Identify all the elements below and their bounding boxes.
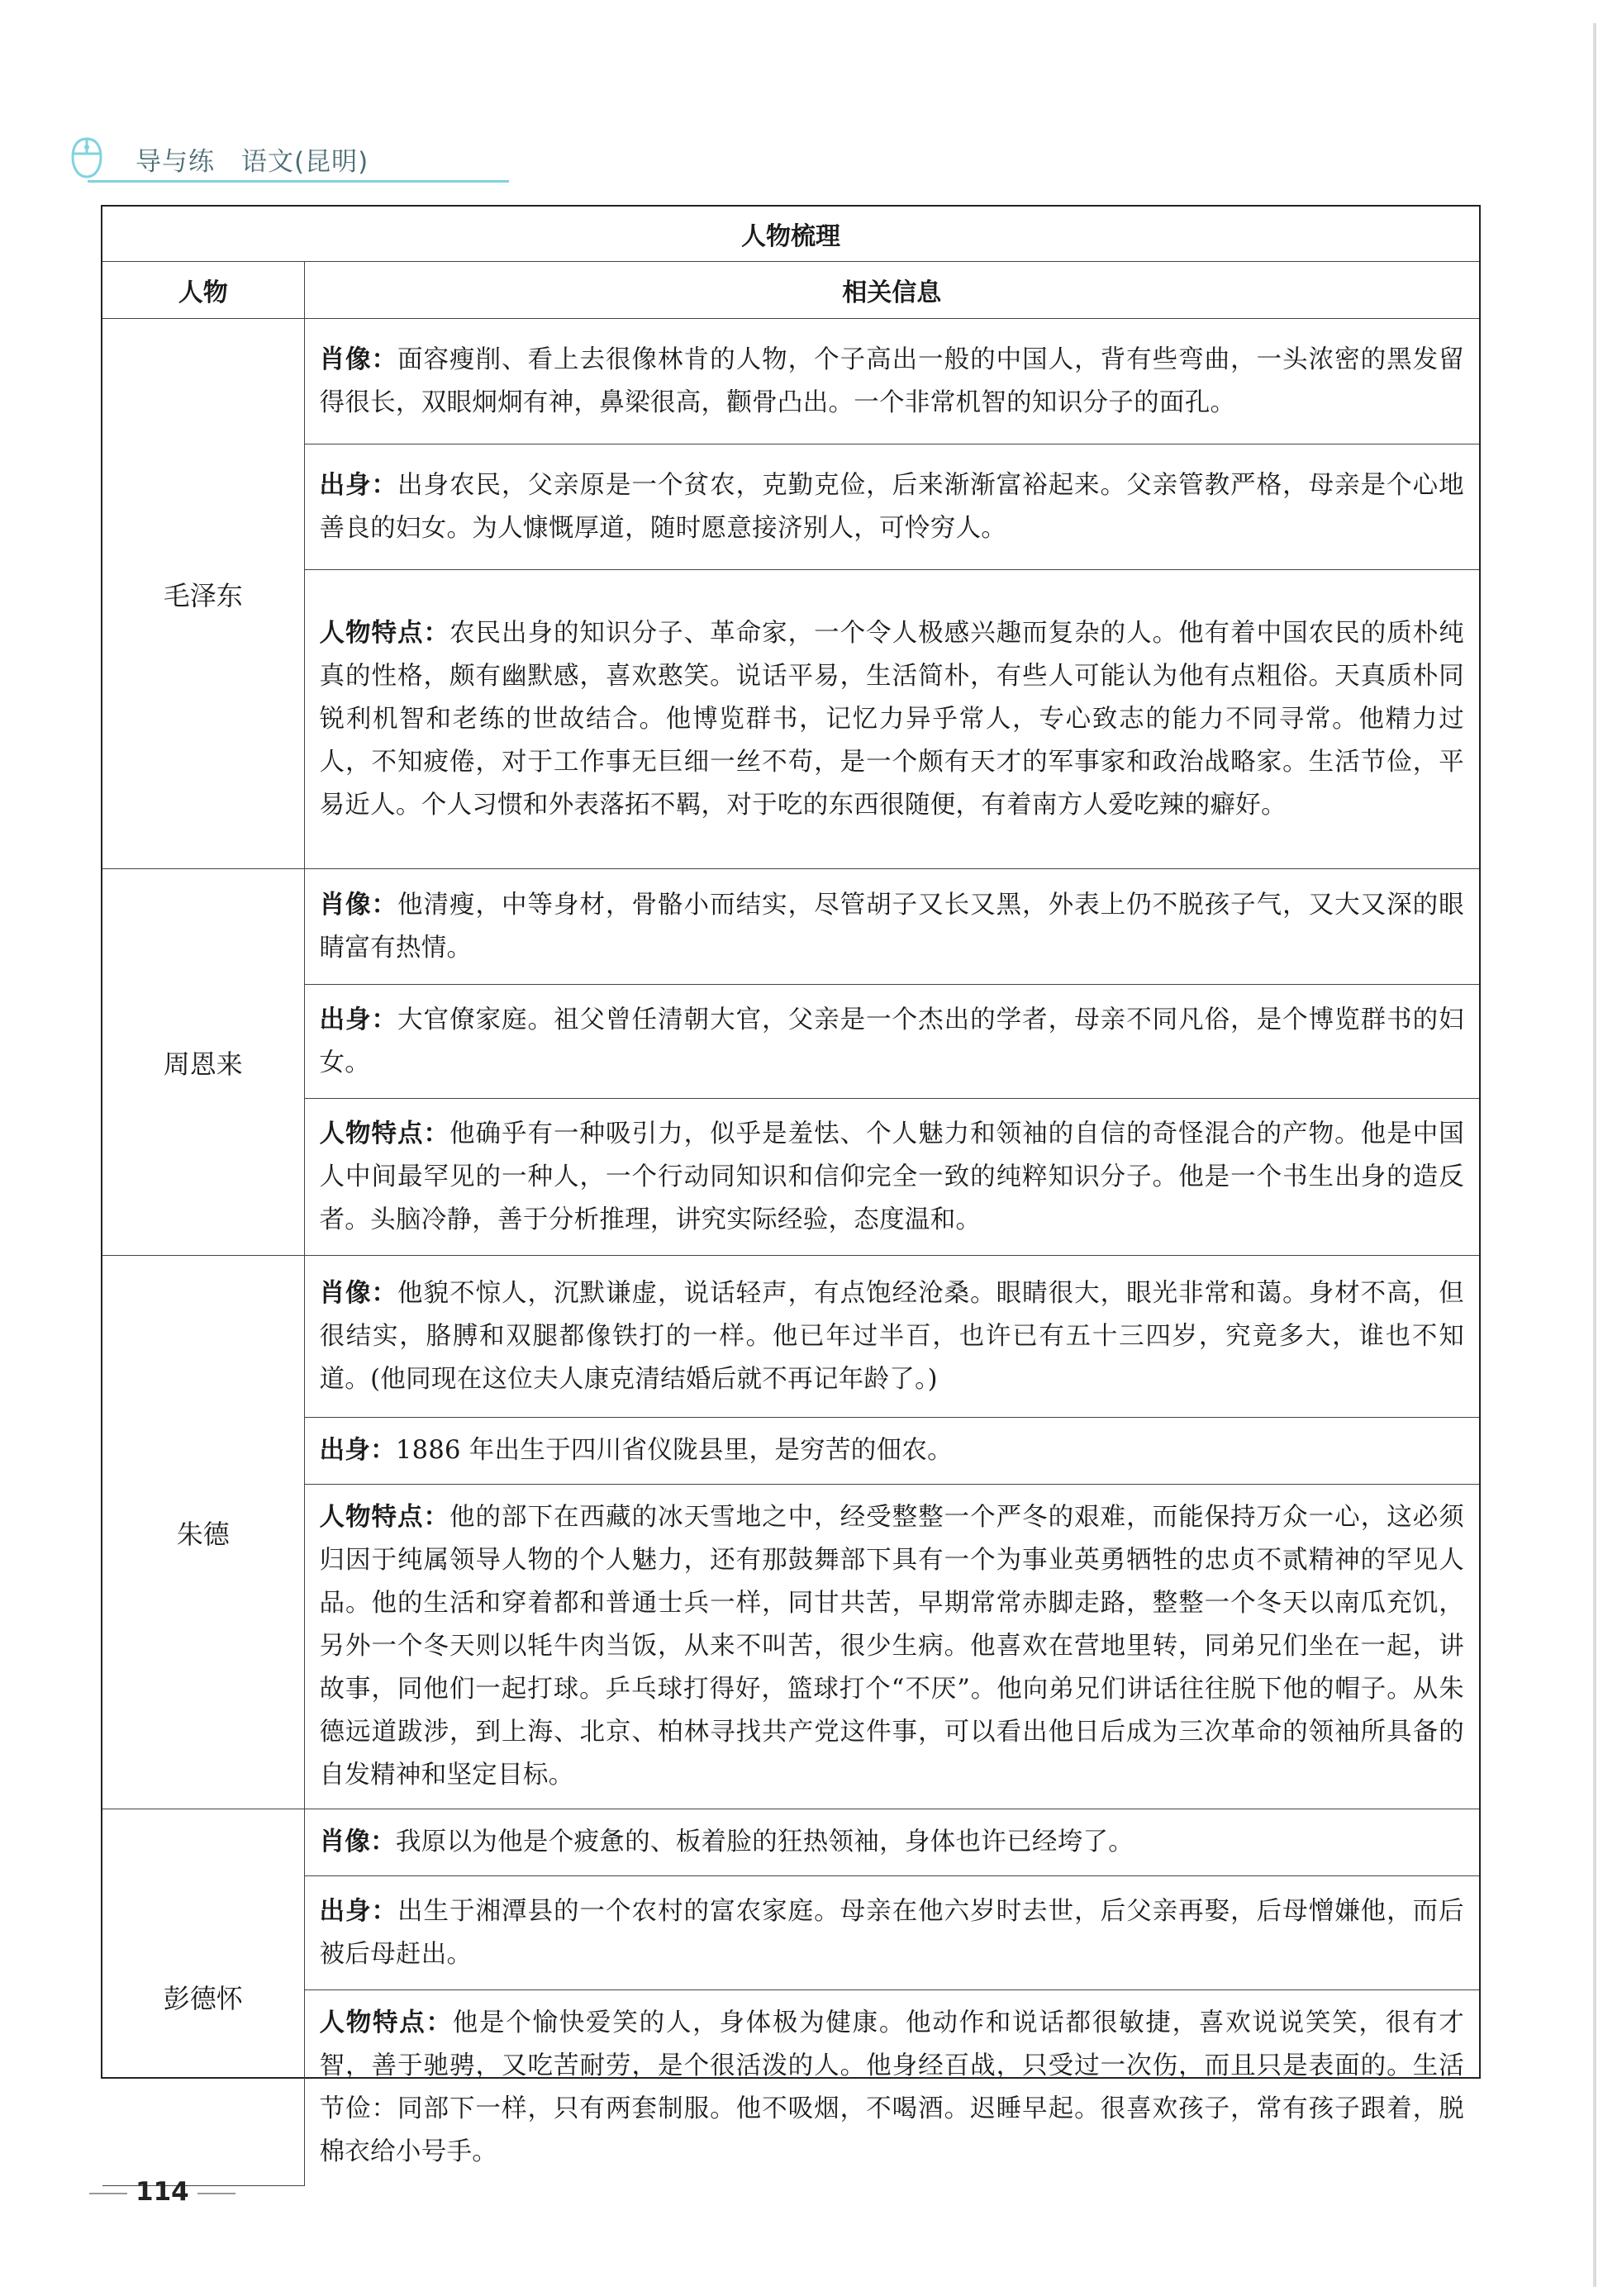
- table-row: [102, 1990, 1479, 2186]
- info-text: 1886 年出生于四川省仪陇县里，是穷苦的佃农。: [395, 1436, 953, 1465]
- info-origin: [304, 444, 1479, 570]
- table-row: [102, 1418, 1479, 1485]
- info-traits: [304, 1990, 1479, 2186]
- person-name: 朱德: [102, 1256, 304, 1809]
- person-name: 彭德怀: [102, 1809, 304, 2186]
- info-text: 出生于湘潭县的一个农村的富农家庭。母亲在他六岁时去世，后父亲再娶，后母憎嫌他，而后被后母赶出。: [319, 1896, 1464, 1969]
- info-portrait: [304, 319, 1479, 444]
- info-label: 人物特点：: [319, 618, 450, 648]
- info-label: 出身：: [319, 470, 398, 500]
- info-text: 他貌不惊人，沉默谦虚，说话轻声，有点饱经沧桑。眼睛很大，眼光非常和蔼。身材不高，但很结实，胳膊和双腿都像铁打的一样。他已年过半百，也许已有五十三四岁，究竟多大，谁也不知道。(他同现在这位夫人康克清结婚后就不再记年龄了。): [319, 1278, 1464, 1394]
- table-row: [102, 869, 1479, 985]
- table-row: [102, 1809, 1479, 1876]
- page-header: [63, 132, 509, 183]
- table-row: [102, 1485, 1479, 1809]
- table-row: [102, 1099, 1479, 1256]
- info-origin: [304, 1876, 1479, 1990]
- page-edge-shadow: [1593, 23, 1596, 2287]
- table-title: 人物梳理: [102, 207, 1479, 262]
- info-origin: [304, 1418, 1479, 1485]
- table-row: [102, 570, 1479, 869]
- mouse-icon: [66, 135, 107, 180]
- page-number-dash: [197, 2193, 235, 2194]
- info-origin: [304, 985, 1479, 1099]
- info-text: 出身农民，父亲原是一个贫农，克勤克俭，后来渐渐富裕起来。父亲管教严格，母亲是个心地善良的妇女。为人慷慨厚道，随时愿意接济别人，可怜穷人。: [319, 470, 1464, 543]
- page-number: [89, 2177, 254, 2210]
- header-book: 导与练: [136, 147, 215, 177]
- column-header-person: 人物: [102, 262, 304, 319]
- table-row: [102, 1876, 1479, 1990]
- person-name: 周恩来: [102, 869, 304, 1256]
- column-header-info: 相关信息: [304, 262, 1479, 319]
- info-traits: [304, 570, 1479, 869]
- info-label: 出身：: [319, 1436, 396, 1465]
- info-label: 出身：: [319, 1896, 398, 1926]
- page-number-dash: [89, 2193, 127, 2194]
- table-row: [102, 444, 1479, 570]
- info-label: 人物特点：: [319, 1119, 450, 1148]
- page-number-value: 114: [136, 2177, 189, 2207]
- info-text: 农民出身的知识分子、革命家，一个令人极感兴趣而复杂的人。他有着中国农民的质朴纯真的性格，颇有幽默感，喜欢憨笑。说话平易，生活简朴，有些人可能认为他有点粗俗。天真质朴同锐利机智和老练的世故结合。他博览群书，记忆力异乎常人，专心致志的能力不同寻常。他精力过人，不知疲倦，对于工作事无巨细一丝不苟，是一个颇有天才的军事家和政治战略家。生活节俭，平易近人。个人习惯和外表落拓不羁，对于吃的东西很随便，有着南方人爱吃辣的癖好。: [319, 618, 1465, 820]
- info-portrait: [304, 869, 1479, 985]
- person-name: 毛泽东: [102, 319, 304, 869]
- info-text: 他是个愉快爱笑的人，身体极为健康。他动作和说话都很敏捷，喜欢说说笑笑，很有才智，善于驰骋，又吃苦耐劳，是个很活泼的人。他身经百战，只受过一次伤，而且只是表面的。生活节俭：同部下一样，只有两套制服。他不吸烟，不喝酒。迟睡早起。很喜欢孩子，常有孩子跟着，脱棉衣给小号手。: [319, 2008, 1464, 2166]
- header-subject: 语文(昆明): [241, 147, 369, 177]
- info-text: 他的部下在西藏的冰天雪地之中，经受整整一个严冬的艰难，而能保持万众一心，这必须归因于纯属领导人物的个人魅力，还有那鼓舞部下具有一个为事业英勇牺牲的忠贞不贰精神的罕见人品。他的生活和穿着都和普通士兵一样，同甘共苦，早期常常赤脚走路，整整一个冬天以南瓜充饥，另外一个冬天则以牦牛肉当饭，从来不叫苦，很少生病。他喜欢在营地里转，同弟兄们坐在一起，讲故事，同他们一起打球。乒乓球打得好，篮球打个“不厌”。他向弟兄们讲话往往脱下他的帽子。从朱德远道跋涉，到上海、北京、柏林寻找共产党这件事，可以看出他日后成为三次革命的领袖所具备的自发精神和坚定目标。: [319, 1503, 1465, 1790]
- table-row: [102, 319, 1479, 444]
- info-label: 人物特点：: [319, 1503, 450, 1532]
- table-row: [102, 1256, 1479, 1418]
- info-label: 出身：: [319, 1005, 398, 1034]
- character-table: [101, 205, 1481, 2166]
- info-label: 肖像：: [319, 345, 398, 374]
- info-traits: [304, 1485, 1479, 1809]
- info-text: 我原以为他是个疲惫的、板着脸的狂热领袖，身体也许已经垮了。: [395, 1828, 1134, 1856]
- header-title: [136, 140, 369, 178]
- info-text: 大官僚家庭。祖父曾任清朝大官，父亲是一个杰出的学者，母亲不同凡俗，是个博览群书的妇女。: [319, 1005, 1464, 1077]
- info-label: 肖像：: [319, 1278, 398, 1308]
- info-portrait: [304, 1809, 1479, 1876]
- info-text: 面容瘦削、看上去很像林肯的人物，个子高出一般的中国人，背有些弯曲，一头浓密的黑发留得很长，双眼炯炯有神，鼻梁很高，颧骨凸出。一个非常机智的知识分子的面孔。: [319, 345, 1464, 417]
- header-underline: [88, 180, 509, 183]
- info-label: 肖像：: [319, 890, 398, 920]
- info-label: 肖像：: [319, 1828, 396, 1856]
- info-traits: [304, 1099, 1479, 1256]
- info-label: 人物特点：: [319, 2008, 453, 2037]
- table-row: [102, 985, 1479, 1099]
- info-text: 他确乎有一种吸引力，似乎是羞怯、个人魅力和领袖的自信的奇怪混合的产物。他是中国人中间最罕见的一种人，一个行动同知识和信仰完全一致的纯粹知识分子。他是一个书生出身的造反者。头脑冷静，善于分析推理，讲究实际经验，态度温和。: [319, 1119, 1465, 1234]
- info-text: 他清瘦，中等身材，骨骼小而结实，尽管胡子又长又黑，外表上仍不脱孩子气，又大又深的眼睛富有热情。: [319, 890, 1464, 963]
- info-portrait: [304, 1256, 1479, 1418]
